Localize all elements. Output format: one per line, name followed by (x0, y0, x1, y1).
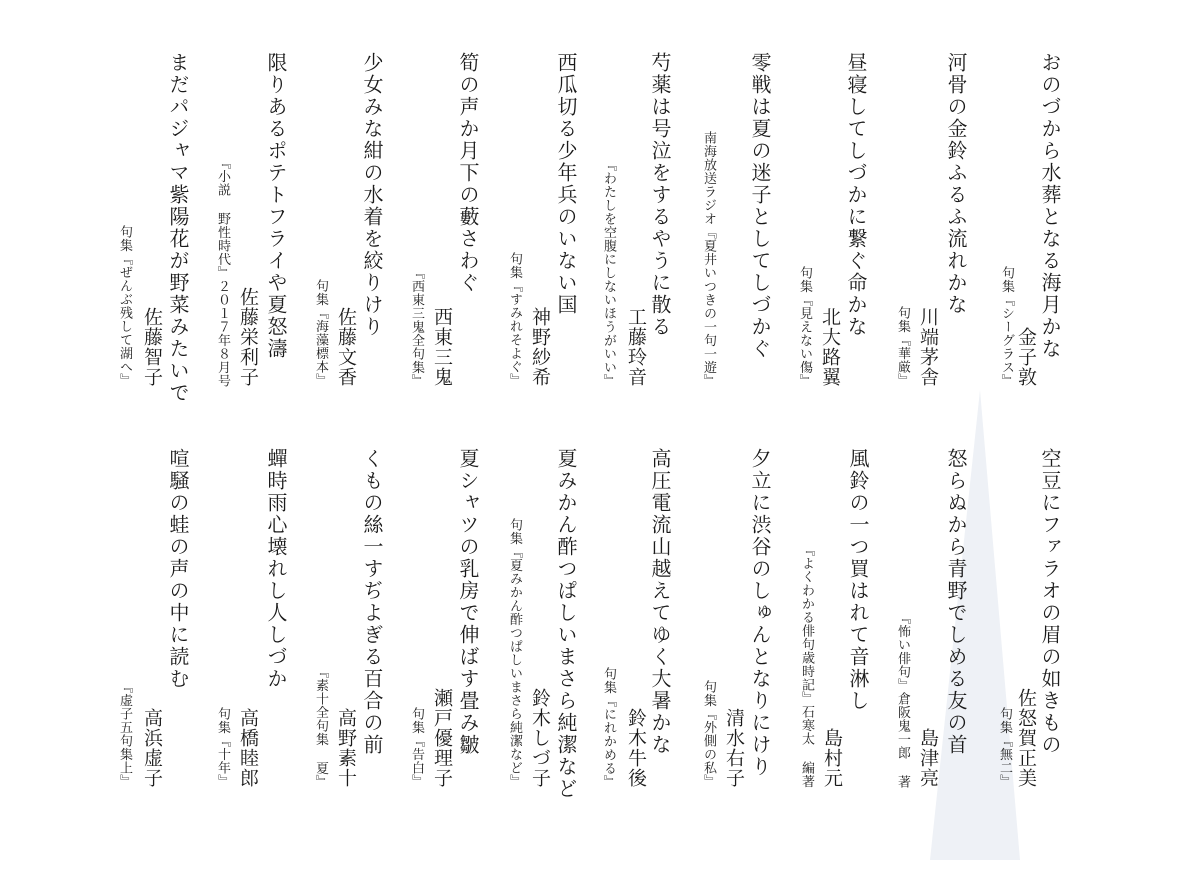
top-row (0, 52, 1200, 402)
haiku-author: 神野紗希 (529, 307, 551, 387)
haiku-source: 句集『無二』 (997, 707, 1012, 788)
haiku-entry (896, 448, 968, 828)
haiku-text: 芍薬は号泣をするやうに散る (648, 52, 672, 338)
haiku-source: 句集『十年』 (215, 707, 230, 788)
haiku-source: 句集『にれかめる』 (601, 666, 616, 788)
haiku-entry (214, 52, 286, 402)
haiku-author: 佐藤栄利子 (237, 287, 259, 387)
haiku-text: 高圧電流山越えてゆく大暑かな (648, 448, 672, 756)
haiku-source: 句集『外側の私』 (701, 680, 716, 788)
haiku-entry (1000, 52, 1060, 402)
haiku-source: 句集『夏みかん酢つぱしいまさら純潔など』 (507, 518, 522, 788)
haiku-author: 西東三鬼 (431, 307, 453, 387)
haiku-source: 句集『ぜんぶ残して湖へ』 (117, 225, 132, 387)
haiku-author: 鈴木牛後 (625, 708, 647, 788)
haiku-text: 風鈴の一つ買はれて音淋し (846, 448, 870, 712)
haiku-entry (796, 52, 866, 402)
haiku-text: 零戦は夏の迷子としてしづかぐ (748, 52, 772, 360)
haiku-source: 『怖い俳句』倉阪鬼一郎 著 (895, 610, 910, 788)
haiku-entry (996, 448, 1062, 828)
haiku-author: 川端茅舎 (917, 307, 939, 387)
haiku-author: 鈴木しづ子 (529, 688, 551, 788)
haiku-text: 限りあるポテトフライや夏怒濤 (264, 52, 288, 360)
haiku-entry (504, 448, 576, 828)
haiku-author: 清水右子 (723, 708, 745, 788)
haiku-entry (406, 52, 478, 402)
haiku-text: 怒らぬから青野でしめる友の首 (944, 448, 968, 756)
haiku-text: おのづから水葬となる海月かな (1038, 52, 1062, 360)
haiku-source: 句集『告白』 (409, 707, 424, 788)
haiku-entry (116, 448, 188, 828)
haiku-author: 金子敦 (1015, 327, 1037, 387)
haiku-entry (116, 52, 188, 402)
haiku-entry (504, 52, 576, 402)
haiku-text: 筍の声か月下の藪さわぐ (456, 52, 480, 294)
haiku-author: 佐藤文香 (335, 307, 357, 387)
haiku-source: 『虚子五句集上』 (117, 680, 132, 788)
haiku-text: 昼寝してしづかに繋ぐ命かな (844, 52, 868, 338)
haiku-author: 北大路翼 (819, 307, 841, 387)
haiku-text: 西瓜切る少年兵のいない国 (554, 52, 578, 316)
haiku-source: 『よくわかる俳句歳時記』石寒太 編著 (799, 543, 814, 788)
haiku-text: 夕立に渋谷のしゅんとなりにけり (748, 448, 772, 778)
haiku-text: 少女みな紺の水着を絞りけり (360, 52, 384, 338)
haiku-author: 高野素十 (335, 708, 357, 788)
haiku-text: 河骨の金鈴ふるふ流れかな (944, 52, 968, 316)
haiku-entry (700, 448, 772, 828)
haiku-entry (214, 448, 286, 828)
haiku-entry (310, 448, 382, 828)
haiku-text: まだパジャマ紫陽花が野菜みたいで (166, 52, 190, 404)
haiku-entry (406, 448, 478, 828)
haiku-author: 高橋睦郎 (237, 708, 259, 788)
haiku-entry (600, 52, 670, 402)
haiku-source: 『素十全句集 夏』 (313, 664, 328, 788)
haiku-source: 句集『すみれそよぐ』 (507, 252, 522, 387)
haiku-source: 『わたしを空腹にしないほうがいい』 (601, 157, 616, 387)
haiku-author: 島津亮 (917, 728, 939, 788)
haiku-text: 夏シャツの乳房で伸ばす畳み皺 (456, 448, 480, 756)
haiku-source: 句集『シーグラス』 (999, 265, 1014, 387)
haiku-text: 蟬時雨心壊れし人しづか (264, 448, 288, 690)
haiku-source: 南海放送ラジオ『夏井いつきの一句一遊』 (701, 130, 716, 387)
haiku-entry (600, 448, 672, 828)
haiku-author: 工藤玲音 (625, 307, 647, 387)
haiku-text: くもの絲一すぢよぎる百合の前 (360, 448, 384, 756)
haiku-author: 佐怒賀正美 (1015, 688, 1037, 788)
haiku-author: 瀬戸優理子 (431, 688, 453, 788)
haiku-source: 句集『海藻標本』 (313, 279, 328, 387)
haiku-author: 島村元 (821, 728, 843, 788)
bottom-row (0, 448, 1200, 828)
haiku-text: 喧騒の蛙の声の中に読む (166, 448, 190, 690)
haiku-source: 句集『華厳』 (895, 306, 910, 387)
haiku-author: 佐藤智子 (141, 307, 163, 387)
haiku-entry (700, 52, 770, 402)
haiku-source: 『小説 野性時代』２０１７年８月号 (215, 155, 230, 387)
haiku-source: 句集『見えない傷』 (797, 265, 812, 387)
haiku-entry (310, 52, 382, 402)
haiku-text: 空豆にファラオの眉の如きもの (1038, 448, 1062, 756)
haiku-text: 夏みかん酢つぱしいまさら純潔など (554, 448, 578, 800)
haiku-entry (896, 52, 966, 402)
haiku-source: 『西東三鬼全句集』 (409, 265, 424, 387)
haiku-entry (798, 448, 870, 828)
haiku-author: 高浜虚子 (141, 708, 163, 788)
